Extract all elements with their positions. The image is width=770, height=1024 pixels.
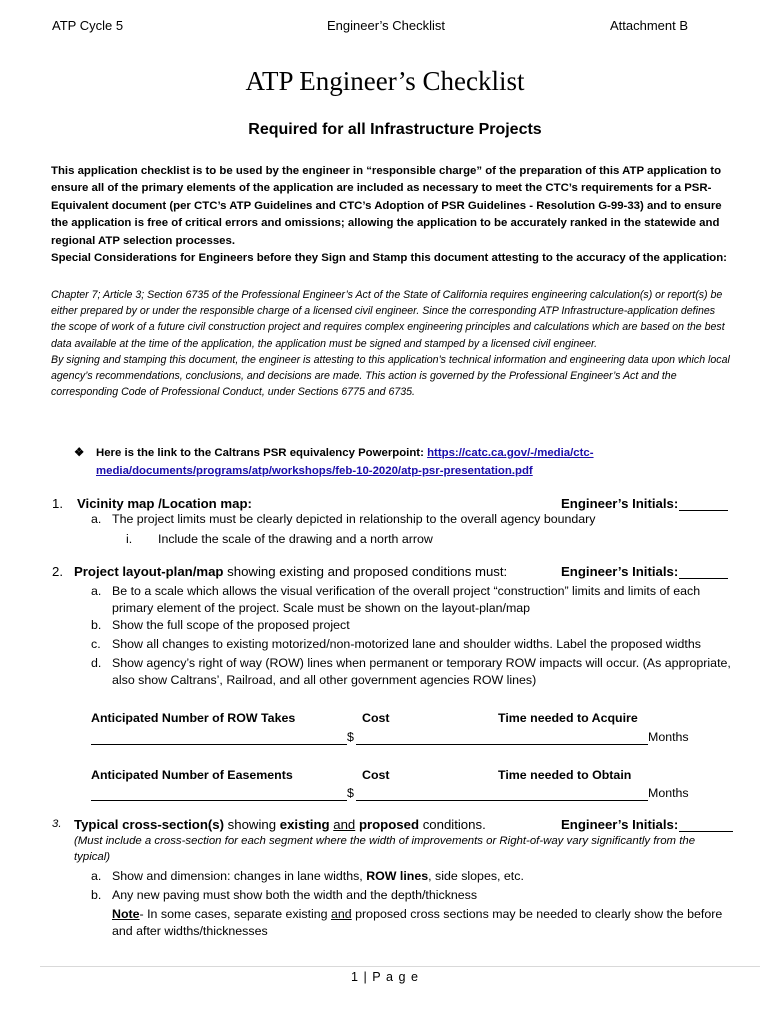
note-and: and	[331, 907, 352, 921]
section-3-number: 3.	[52, 818, 62, 830]
legal-note-paragraph-2: By signing and stamping this document, the engineer is attesting to this application’s technical information and engineering data upon which local agency’s recommendations, conclusions, and decisions are made. This action is governed by the Professional Engineer’s Act and the corresponding Code of Professional Conduct, under Sections 6775 and 6735.	[51, 353, 730, 399]
note-text: proposed cross sections may be needed to clearly show the before and after widths/thicknesses	[112, 907, 723, 938]
intro-block	[51, 163, 731, 267]
section-3-initials-label: Engineer’s Initials:	[561, 817, 679, 832]
diamond-bullet-icon: ❖	[74, 447, 85, 459]
easements-cost-field[interactable]	[356, 800, 648, 801]
item-label: a.	[91, 869, 102, 883]
item-label: b.	[91, 618, 102, 632]
section-3-item-b	[91, 887, 731, 904]
row-takes-label: Anticipated Number of ROW Takes	[91, 711, 296, 725]
page-subtitle: Required for all Infrastructure Projects	[248, 121, 542, 138]
section-2-number: 2.	[52, 564, 63, 579]
item-text: Show the full scope of the proposed project	[112, 618, 350, 632]
section-2-item-c	[91, 636, 741, 653]
section-2-item-b	[91, 617, 731, 634]
section-3-note-item	[112, 906, 732, 940]
section-3-title-line	[74, 817, 486, 832]
section-2-initials-label: Engineer’s Initials:	[561, 564, 679, 579]
easements-cost-label: Cost	[362, 768, 390, 782]
row-takes-field[interactable]	[91, 744, 347, 745]
section-2-title-line	[74, 564, 507, 579]
item-text-part: Show and dimension: changes in lane widths,	[112, 869, 363, 883]
row-cost-field[interactable]	[356, 744, 648, 745]
intro-paragraph-2: Special Considerations for Engineers before they Sign and Stamp this document attesting to the accuracy of the application:	[51, 252, 727, 265]
section-2-title-rest: showing existing and proposed conditions must:	[227, 564, 508, 579]
psr-link-intro: Here is the link to the Caltrans PSR equivalency Powerpoint:	[96, 447, 424, 459]
section-2-title: Project layout-plan/map	[74, 564, 224, 579]
section-3-note: (Must include a cross-section for each segment where the width of improvements or Right-of-way vary significantly from the typical)	[74, 835, 696, 863]
footer-divider	[40, 966, 760, 967]
note-text: - In some cases, separate existing	[139, 907, 328, 921]
item-text: Any new paving must show both the width and the depth/thickness	[112, 888, 478, 902]
row-cost-dollar: $	[347, 730, 354, 744]
section-3-title-existing: existing	[279, 817, 330, 832]
note-label: Note	[112, 907, 140, 921]
section-3-title-proposed: proposed	[358, 817, 420, 832]
header-left: ATP Cycle 5	[52, 18, 124, 33]
section-3-title: Typical cross-section(s)	[74, 817, 224, 832]
section-2-item-d	[91, 655, 731, 689]
section-3-initials-field[interactable]	[679, 831, 733, 832]
easements-field[interactable]	[91, 800, 347, 801]
page-word: P a g e	[372, 970, 419, 984]
section-1-item-i	[126, 531, 726, 548]
item-label: c.	[91, 637, 101, 651]
page-number: 1	[351, 970, 360, 984]
item-label: i.	[126, 532, 133, 546]
section-1-item-a	[91, 511, 731, 528]
item-text	[112, 868, 731, 885]
header-center: Engineer’s Checklist	[327, 18, 446, 33]
item-label: a.	[91, 584, 102, 598]
page-separator: |	[363, 970, 368, 984]
section-2-initials-field[interactable]	[679, 578, 728, 579]
psr-link-bullet	[74, 444, 694, 480]
intro-paragraph-1: This application checklist is to be used by the engineer in “responsible charge” of the preparation of this ATP application to ensure all of the primary elements of the application are included as necessary to meet the CTC’s requirements for a PSR-Equivalent document (per CTC’s ATP Guidelines and CTC’s Adoption of PSR Guidelines - Resolution G-99-33) and to ensure the application is free of critical errors and omissions; allowing the application to be accurately ranked in the statewide and regional ATP selection processes.	[51, 165, 722, 247]
section-1-initials-label: Engineer’s Initials:	[561, 496, 679, 511]
item-text-row-lines: ROW lines	[366, 869, 429, 883]
section-3-title-and: and	[333, 817, 356, 832]
header-right: Attachment B	[610, 18, 689, 33]
page-title: ATP Engineer’s Checklist	[245, 66, 525, 96]
item-text: Be to a scale which allows the visual verification of the overall project “construction” limits and limits of each primary element of the project. Scale must be shown on the layout-plan/map	[112, 584, 701, 615]
item-text: Show agency’s right of way (ROW) lines when permanent or temporary ROW impacts will occur. (As appropriate, also show Caltrans’, Railroad, and all other government agencies ROW lines)	[112, 656, 731, 687]
easements-cost-dollar: $	[347, 786, 354, 800]
section-1-number: 1.	[52, 496, 63, 511]
item-label: b.	[91, 888, 102, 902]
row-acquire-label: Time needed to Acquire	[498, 711, 638, 725]
item-text-part: , side slopes, etc.	[428, 869, 524, 883]
section-3-title-word: showing	[227, 817, 277, 832]
section-3-item-a	[91, 868, 731, 885]
psr-link[interactable]: https://catc.ca.gov/-/media/ctc-media/documents/programs/atp/workshops/feb-10-2020/atp-psr-presentation.pdf	[96, 447, 594, 477]
section-1-title: Vicinity map /Location map:	[77, 496, 252, 511]
easements-label: Anticipated Number of Easements	[91, 768, 293, 782]
section-3-title-end: conditions.	[422, 817, 486, 832]
item-label: a.	[91, 512, 102, 526]
row-cost-label: Cost	[362, 711, 390, 725]
easements-months-label: Months	[648, 786, 689, 800]
legal-note-block	[51, 287, 731, 400]
item-text: Include the scale of the drawing and a north arrow	[158, 532, 433, 546]
page-footer	[0, 970, 770, 984]
easements-obtain-label: Time needed to Obtain	[498, 768, 632, 782]
legal-note-paragraph-1: Chapter 7; Article 3; Section 6735 of the Professional Engineer’s Act of the State of California requires engineering calculation(s) or report(s) be either prepared by or under the responsible charge of a licensed civil engineer. Since the corresponding ATP Infrastructure-application defines the scope of work of a future civil construction project and requires complex engineering principles and calculations which are based on the best data available at the time of the application, the application must be signed and stamped by a licensed civil engineer.	[51, 289, 725, 350]
item-text: The project limits must be clearly depicted in relationship to the overall agency boundary	[112, 512, 596, 526]
item-text: Show all changes to existing motorized/non-motorized lane and shoulder widths. Label the proposed widths	[112, 637, 701, 651]
item-label: d.	[91, 656, 102, 670]
section-2-item-a	[91, 583, 731, 617]
row-months-label: Months	[648, 730, 689, 744]
